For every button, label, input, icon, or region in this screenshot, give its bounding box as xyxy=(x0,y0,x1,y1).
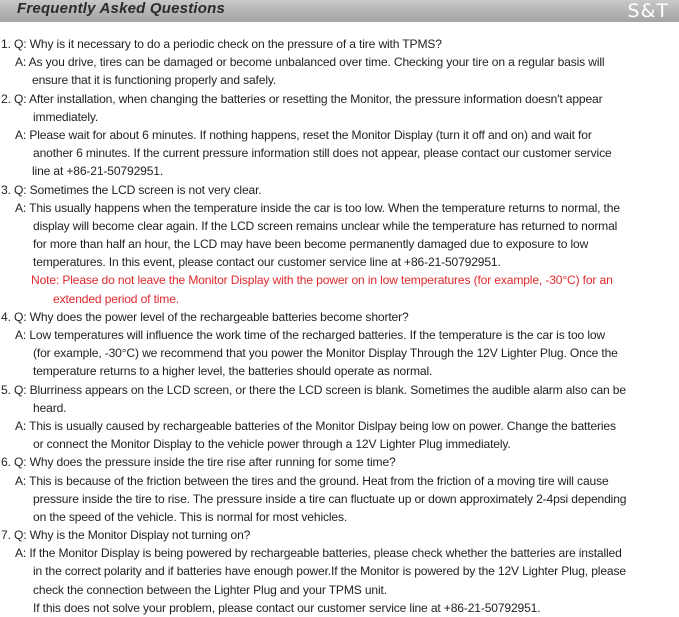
faq-answer-4-cont: (for example, -30°C) we recommend that you power the Monitor Display Through the 12V Lighter Plug. Once the xyxy=(33,346,618,361)
faq-list xyxy=(0,35,679,617)
header-bar xyxy=(0,0,679,22)
faq-answer-6: A: This is because of the friction between the tires and the ground. Heat from the friction of a moving tire will cause xyxy=(15,473,609,488)
faq-answer-6-cont: on the speed of the vehicle. This is normal for most vehicles. xyxy=(33,509,348,524)
faq-answer-6-cont: pressure inside the tire to rise. The pressure inside a tire can fluctuate up or down approximately 2-4psi depending xyxy=(33,491,627,506)
faq-question-3: 3. Q: Sometimes the LCD screen is not very clear. xyxy=(1,182,262,197)
brand-logo: S&T xyxy=(627,0,669,22)
faq-answer-2-cont: line at +86-21-50792951. xyxy=(32,164,164,179)
faq-answer-7: A: If the Monitor Display is being powered by rechargeable batteries, please check whether the batteries are installed xyxy=(15,546,622,561)
faq-answer-3: A: This usually happens when the temperature inside the car is too low. When the temperature returns to normal, the xyxy=(15,200,620,215)
faq-question-2-cont: immediately. xyxy=(33,109,99,124)
faq-question-6: 6. Q: Why does the pressure inside the tire rise after running for some time? xyxy=(1,455,396,470)
faq-answer-4-cont: temperature returns to a higher level, the batteries should operate as normal. xyxy=(33,364,433,379)
faq-answer-2: A: Please wait for about 6 minutes. If nothing happens, reset the Monitor Display (turn it off and on) and wait for xyxy=(15,127,592,142)
page-title: Frequently Asked Questions xyxy=(17,0,226,17)
faq-answer-7-cont: check the connection between the Lighter Plug and your TPMS unit. xyxy=(33,582,387,597)
faq-question-5: 5. Q: Blurriness appears on the LCD screen, or there the LCD screen is blank. Sometimes the audible alarm also can be xyxy=(1,382,626,397)
faq-question-2: 2. Q: After installation, when changing the batteries or resetting the Monitor, the pressure information doesn't appear xyxy=(1,91,603,106)
faq-answer-5: A: This is usually caused by rechargeable batteries of the Monitor Dislpay being low on power. Change the batteries xyxy=(15,418,616,433)
faq-question-5-cont: heard. xyxy=(33,400,67,415)
faq-answer-1: A: As you drive, tires can be damaged or become unbalanced over time. Checking your tire on a regular basis will xyxy=(15,55,605,70)
faq-question-7: 7. Q: Why is the Monitor Display not turning on? xyxy=(1,528,251,543)
faq-answer-7-cont: in the correct polarity and if batteries have enough power.If the Monitor is powered by the 12V Lighter Plug, please xyxy=(33,564,626,579)
faq-answer-5-cont: or connect the Monitor Display to the vehicle power through a 12V Lighter Plug immediately. xyxy=(33,437,511,452)
faq-answer-3-cont: for more than half an hour, the LCD may have been become permanently damaged due to exposure to low xyxy=(33,237,589,252)
faq-note-3: Note: Please do not leave the Monitor Display with the power on in low temperatures (for example, -30°C) for an xyxy=(31,273,613,288)
faq-answer-4: A: Low temperatures will influence the work time of the recharged batteries. If the temperature is the car is too low xyxy=(15,328,606,342)
faq-answer-1-cont: ensure that it is functioning properly and safely. xyxy=(32,73,277,88)
faq-answer-7-cont: If this does not solve your problem, please contact our customer service line at +86-21-50792951. xyxy=(33,600,541,615)
faq-answer-3-cont: temperatures. In this event, please contact our customer service line at +86-21-50792951. xyxy=(33,255,501,270)
faq-note-3-cont: extended period of time. xyxy=(53,291,179,306)
faq-question-4: 4. Q: Why does the power level of the rechargeable batteries become shorter? xyxy=(1,309,409,324)
faq-answer-2-cont: another 6 minutes. If the current pressure information still does not appear, please contact our customer service xyxy=(33,146,612,161)
faq-answer-3-cont: display will become clear again. If the LCD screen remains unclear while the temperature has returned to normal xyxy=(33,218,618,233)
faq-question-1: 1. Q: Why is it necessary to do a periodic check on the pressure of a tire with TPMS? xyxy=(1,37,442,51)
